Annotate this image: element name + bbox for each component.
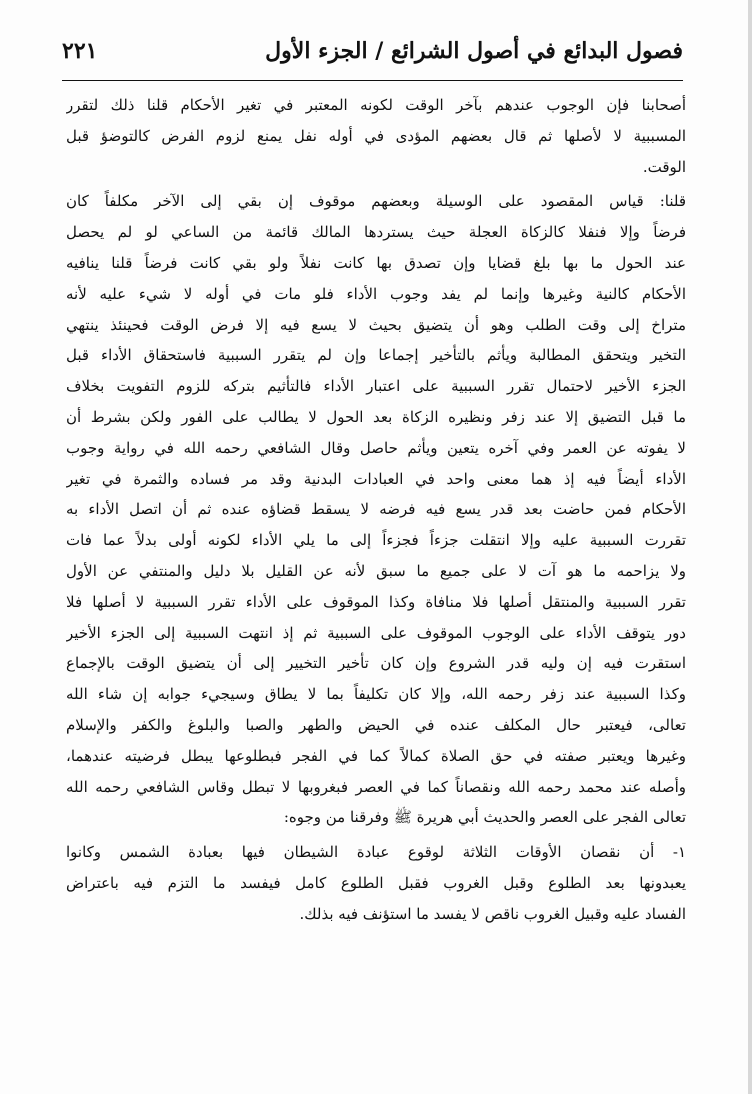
text-line: ١- أن نقصان الأوقات الثلاثة لوقوع عبادة الشيطان فيها بعبادة الشمس وكانوا	[66, 843, 686, 862]
text-line: الوقت.	[642, 157, 686, 176]
text-line: الأحكام فمن حاضت بعد قدر يسع فيه فرضه لا يسقط قضاؤه عنده ثم أن اتصل الأداء به	[66, 500, 686, 519]
text-line: فرضاً وإلا فنفلا كالزكاة العجلة حيث يستردها المالك قائمة من الساعي لو لم يحصل	[66, 223, 686, 242]
text-line: وكذا السببية عند زفر رحمه الله، وإلا كان تكليفاً بما لا يطاق وسيجيء جوابه إن شاء الله	[66, 685, 686, 704]
text-line: تقررت السببية عليه وإلا انتقلت جزءاً فجزءاً إلى ما يلي الأداء لكونه أولى بدلاً عما فات	[66, 531, 686, 550]
text-line: أصحابنا فإن الوجوب عندهم بآخر الوقت لكونه المعتبر في تغير الأحكام قلنا ذلك لتقرر	[66, 96, 686, 114]
text-line: الفساد عليه وقبيل الغروب ناقص لا يفسد ما استؤنف فيه بذلك.	[299, 904, 686, 923]
text-line: تقرر السببية والمنتقل أصلها فلا منافاة وكذا الموقوف على الأداء تقرر السببية لا أصلها فلا	[66, 592, 686, 611]
text-line: تعالى، فيعتبر حال المكلف عنده في الحيض والطهر والصبا والبلوغ والكفر والإسلام	[66, 715, 686, 734]
text-line: الأداء أيضاً فيه إذ هما معنى واحد في العبادات البدنية وقد مر فساده والثمرة في تغير	[66, 469, 686, 488]
text-line: وغيرها ويعتبر صفته في حق الصلاة كمالاً كما في الفجر فبطلوعها يبطل فرضيته عندهما،	[66, 746, 686, 765]
body-text	[66, 90, 686, 930]
page-number: ٢٢١	[62, 38, 98, 64]
header-divider	[62, 80, 683, 81]
text-line: التخير ويتحقق المطالبة ويأثم بالتأخير إجماعا وإن لم يتقرر السببية فاستحقاق الأداء قبل	[66, 346, 686, 365]
page-edge-shadow	[748, 0, 752, 1094]
text-line: الجزء الأخير لاحتمال تقرر السببية على اعتبار الأداء فالتأثيم بتركه للزوم التفويت بخلاف	[66, 377, 686, 396]
text-line: يعبدونها بعد الطلوع وقبل الغروب فقبل الطلوع كامل فيفسد ما التزم فيه باعتراض	[66, 873, 686, 892]
text-line: الأحكام كالنية وغيرها وإنما لم يفد وجوب الأداء فلو مات في أوله لا شيء عليه لأنه	[66, 284, 686, 303]
text-line: قلنا: قياس المقصود على الوسيلة وبعضهم موقوف إن بقي إلى الآخر مكلفاً كان	[66, 192, 686, 211]
book-title: فصول البدائع في أصول الشرائع / الجزء الأول	[265, 38, 683, 64]
text-line: المسببية لا لأصلها ثم قال بعضهم المؤدى في أوله نفل يمنع لزوم الفرض كالتوضؤ قبل	[66, 126, 686, 145]
text-line: ولا يزاحمه ما هو آت لا على جميع ما سبق لأنه عن القليل بلا دليل والمنتفي عن الأول	[66, 561, 686, 580]
running-header	[62, 34, 683, 74]
text-line: تعالى الفجر على العصر والحديث أبي هريرة ﷺ وفرقنا من وجوه:	[283, 808, 686, 827]
text-line: لا يفوته عن العمر وفي آخره يتعين ويأثم حاصل وقال الشافعي رحمه الله في رواية وجوب	[66, 438, 686, 457]
text-line: استقرت فيه إن وليه قدر الشروع وإن كان تأخير التخيير إلى أن يتضيق الوقت بالإجماع	[66, 654, 686, 673]
text-line: عند الحول ما بها بلغ قضايا وإن تصدق بها كانت نفلاً ولو بقي كانت فرضاً قلنا ينافيه	[66, 253, 686, 272]
text-line: وأصله عند محمد رحمه الله ونقصاناً كما في العصر فبغروبها لا تبطل وقاس الشافعي رحمه الله	[66, 777, 686, 796]
text-line: دور يتوقف الأداء على الوجوب الموقوف على السببية ثم إذ انتهت السببية إلى الجزء الأخير	[66, 623, 686, 642]
text-line: ما قبل التضيق إلا عند زفر ونظيره الزكاة بعد الحول لا يطالب على الفور ولكن بشرط أن	[66, 407, 686, 426]
text-line: متراخ إلى وقت الطلب وهو أن يتضيق بحيث لا يسع فيه إلا فرض الوقت فحينئذ ينتهي	[66, 315, 686, 334]
